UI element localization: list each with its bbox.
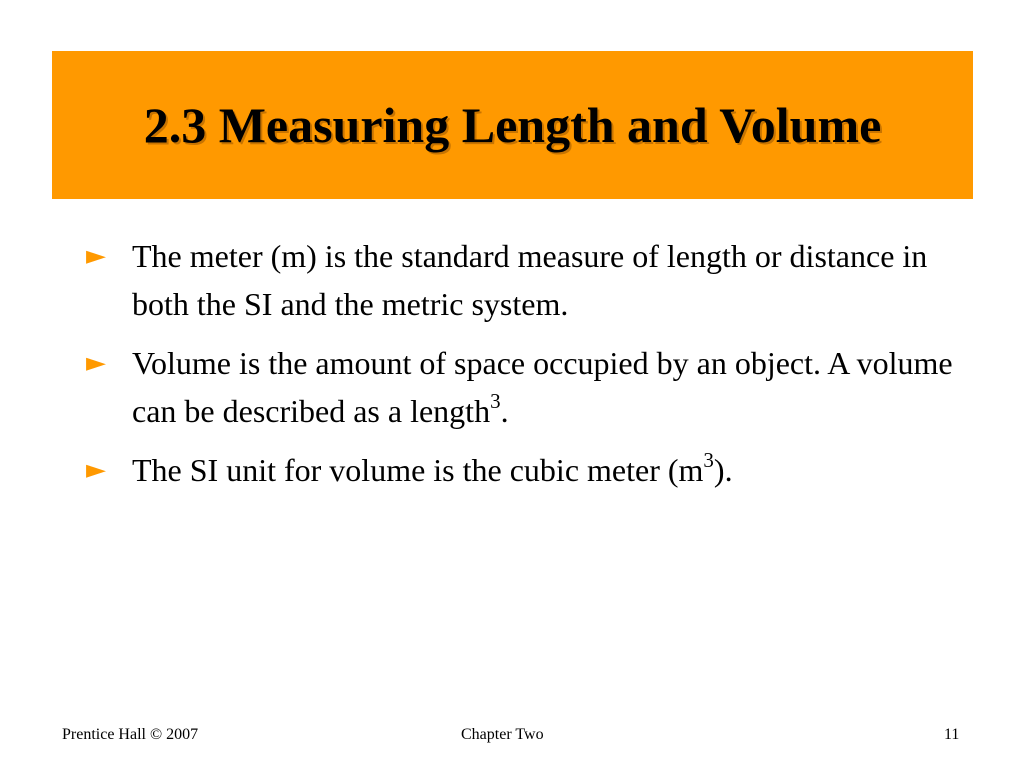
slide-title: 2.3 Measuring Length and Volume [143, 97, 882, 153]
footer-copyright: Prentice Hall © 2007 [62, 726, 199, 743]
bullet-text: The meter (m) is the standard measure of length or distance in both the SI and the metric system. [132, 238, 928, 322]
footer-chapter: Chapter Two [461, 726, 544, 743]
bullet-text [132, 446, 966, 494]
bullet-text-end: . [500, 393, 509, 429]
bullet-arrow-icon: ► [86, 348, 106, 378]
bullet-item [86, 446, 966, 494]
bullet-list [86, 232, 966, 505]
bullet-text-end: ). [713, 452, 733, 488]
superscript: 3 [703, 448, 714, 473]
bullet-text-main: The SI unit for volume is the cubic meter (m [132, 452, 704, 488]
bullet-item [86, 339, 966, 435]
bullet-text-main: Volume is the amount of space occupied by an object. A volume can be described as a length [132, 345, 953, 429]
bullet-arrow-icon: ► [86, 241, 106, 271]
superscript: 3 [490, 389, 501, 414]
page-number: 11 [944, 726, 960, 743]
bullet-item [86, 232, 966, 328]
bullet-text [132, 339, 966, 435]
title-band [52, 51, 973, 199]
bullet-arrow-icon: ► [86, 455, 106, 485]
